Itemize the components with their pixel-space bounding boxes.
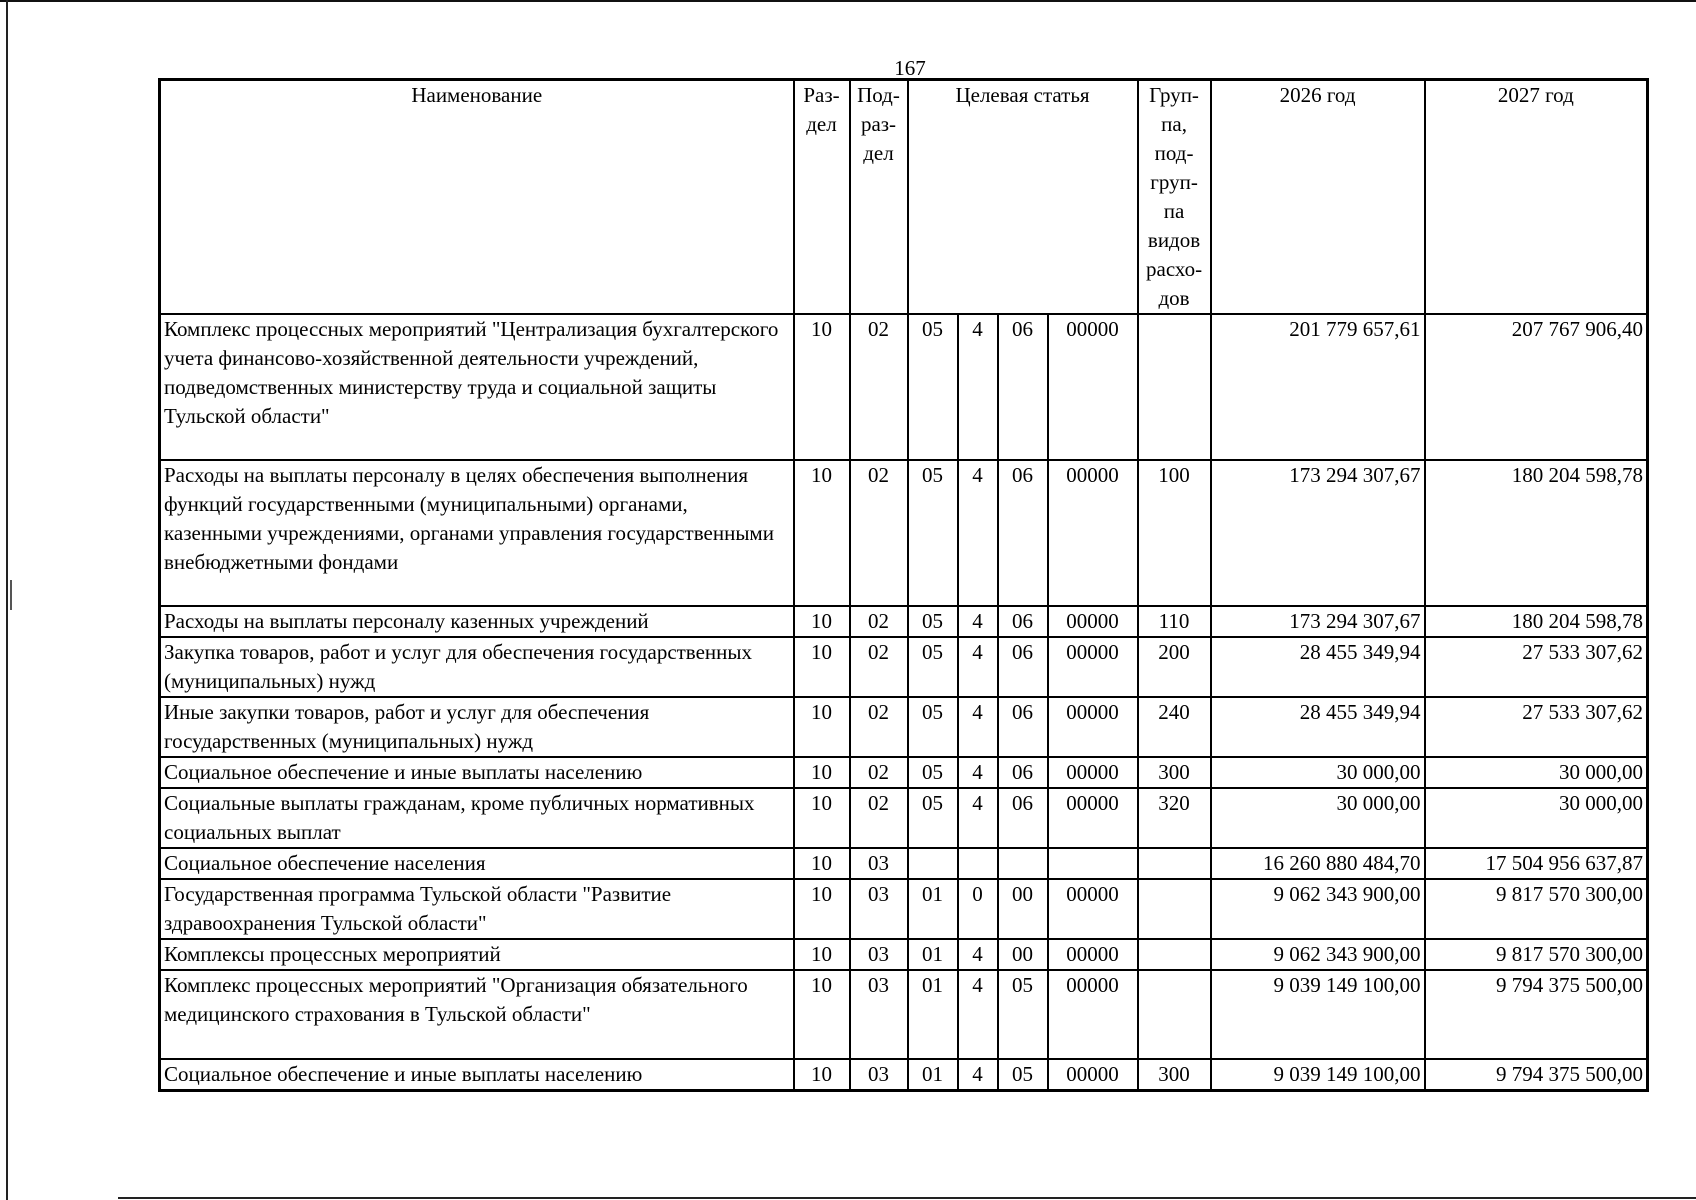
cell-cs-program: 01 bbox=[908, 879, 958, 939]
cell-vid-rashodov: 200 bbox=[1138, 637, 1211, 697]
cell-vid-rashodov: 240 bbox=[1138, 697, 1211, 757]
cell-amount-2027: 180 204 598,78 bbox=[1425, 606, 1648, 637]
cell-vid-rashodov bbox=[1138, 879, 1211, 939]
cell-cs-element: 06 bbox=[998, 606, 1048, 637]
cell-vid-rashodov: 320 bbox=[1138, 788, 1211, 848]
cell-razdel: 10 bbox=[794, 788, 850, 848]
cell-podrazdel: 02 bbox=[850, 314, 908, 460]
cell-razdel: 10 bbox=[794, 697, 850, 757]
cell-amount-2027: 27 533 307,62 bbox=[1425, 697, 1648, 757]
table-row bbox=[160, 757, 1648, 788]
cell-podrazdel: 03 bbox=[850, 879, 908, 939]
cell-razdel: 10 bbox=[794, 1059, 850, 1091]
table-row bbox=[160, 848, 1648, 879]
cell-cs-element: 06 bbox=[998, 697, 1048, 757]
cell-cs-direction: 00000 bbox=[1048, 1059, 1138, 1091]
cell-vid-rashodov: 300 bbox=[1138, 757, 1211, 788]
cell-cs-type: 4 bbox=[958, 939, 998, 970]
scan-mark bbox=[10, 580, 12, 610]
cell-cs-direction: 00000 bbox=[1048, 637, 1138, 697]
cell-amount-2026: 201 779 657,61 bbox=[1211, 314, 1425, 460]
cell-name: Социальные выплаты гражданам, кроме публичных нормативных социальных выплат bbox=[160, 788, 794, 848]
cell-vid-rashodov bbox=[1138, 848, 1211, 879]
cell-cs-type: 4 bbox=[958, 788, 998, 848]
cell-amount-2026: 28 455 349,94 bbox=[1211, 637, 1425, 697]
cell-razdel: 10 bbox=[794, 460, 850, 606]
cell-name: Иные закупки товаров, работ и услуг для обеспечения государственных (муниципальных) нужд bbox=[160, 697, 794, 757]
cell-cs-type bbox=[958, 848, 998, 879]
cell-cs-direction: 00000 bbox=[1048, 788, 1138, 848]
cell-name: Социальное обеспечение населения bbox=[160, 848, 794, 879]
cell-vid-rashodov bbox=[1138, 970, 1211, 1059]
table-row bbox=[160, 939, 1648, 970]
cell-cs-type: 4 bbox=[958, 637, 998, 697]
cell-amount-2027: 30 000,00 bbox=[1425, 788, 1648, 848]
cell-cs-direction: 00000 bbox=[1048, 606, 1138, 637]
scan-border-top bbox=[0, 0, 1696, 2]
table-row bbox=[160, 788, 1648, 848]
cell-cs-program bbox=[908, 848, 958, 879]
cell-podrazdel: 02 bbox=[850, 460, 908, 606]
cell-razdel: 10 bbox=[794, 757, 850, 788]
header-2026: 2026 год bbox=[1211, 80, 1425, 315]
cell-cs-direction: 00000 bbox=[1048, 879, 1138, 939]
cell-amount-2026: 28 455 349,94 bbox=[1211, 697, 1425, 757]
cell-cs-element: 05 bbox=[998, 970, 1048, 1059]
cell-cs-direction: 00000 bbox=[1048, 757, 1138, 788]
cell-amount-2026: 9 062 343 900,00 bbox=[1211, 879, 1425, 939]
cell-cs-program: 05 bbox=[908, 606, 958, 637]
cell-vid-rashodov bbox=[1138, 314, 1211, 460]
scan-border-left bbox=[6, 0, 8, 1200]
cell-cs-program: 01 bbox=[908, 939, 958, 970]
header-row bbox=[160, 80, 1648, 315]
cell-cs-element: 00 bbox=[998, 879, 1048, 939]
table-row bbox=[160, 314, 1648, 460]
budget-table bbox=[158, 78, 1649, 1092]
header-gruppa: Груп- па, под- груп- па видов расхо- дов bbox=[1138, 80, 1211, 315]
cell-podrazdel: 02 bbox=[850, 606, 908, 637]
cell-cs-element: 06 bbox=[998, 637, 1048, 697]
cell-podrazdel: 03 bbox=[850, 939, 908, 970]
cell-cs-program: 05 bbox=[908, 788, 958, 848]
cell-podrazdel: 03 bbox=[850, 848, 908, 879]
header-2027: 2027 год bbox=[1425, 80, 1648, 315]
cell-cs-type: 0 bbox=[958, 879, 998, 939]
cell-razdel: 10 bbox=[794, 606, 850, 637]
header-name: Наименование bbox=[160, 80, 794, 315]
cell-podrazdel: 03 bbox=[850, 1059, 908, 1091]
cell-razdel: 10 bbox=[794, 970, 850, 1059]
cell-amount-2027: 9 817 570 300,00 bbox=[1425, 879, 1648, 939]
cell-cs-program: 05 bbox=[908, 697, 958, 757]
header-podrazdel: Под- раз- дел bbox=[850, 80, 908, 315]
cell-vid-rashodov bbox=[1138, 939, 1211, 970]
cell-cs-element: 06 bbox=[998, 788, 1048, 848]
cell-cs-direction: 00000 bbox=[1048, 314, 1138, 460]
cell-cs-element: 06 bbox=[998, 757, 1048, 788]
cell-amount-2026: 9 039 149 100,00 bbox=[1211, 970, 1425, 1059]
cell-cs-element: 06 bbox=[998, 314, 1048, 460]
cell-name: Комплексы процессных мероприятий bbox=[160, 939, 794, 970]
cell-name: Комплекс процессных мероприятий "Организация обязательного медицинского страхования в Тульской области" bbox=[160, 970, 794, 1059]
cell-vid-rashodov: 110 bbox=[1138, 606, 1211, 637]
cell-cs-element bbox=[998, 848, 1048, 879]
cell-name: Комплекс процессных мероприятий "Централизация бухгалтерского учета финансово-хозяйственной деятельности учреждений, подведомственных министерству труда и социальной защиты Тульской области" bbox=[160, 314, 794, 460]
cell-cs-program: 05 bbox=[908, 637, 958, 697]
cell-razdel: 10 bbox=[794, 314, 850, 460]
cell-razdel: 10 bbox=[794, 879, 850, 939]
cell-amount-2027: 207 767 906,40 bbox=[1425, 314, 1648, 460]
cell-cs-type: 4 bbox=[958, 1059, 998, 1091]
cell-name: Государственная программа Тульской области "Развитие здравоохранения Тульской области" bbox=[160, 879, 794, 939]
cell-cs-type: 4 bbox=[958, 460, 998, 606]
cell-cs-direction: 00000 bbox=[1048, 939, 1138, 970]
cell-amount-2026: 30 000,00 bbox=[1211, 788, 1425, 848]
header-razdel: Раз- дел bbox=[794, 80, 850, 315]
table-row bbox=[160, 637, 1648, 697]
cell-amount-2026: 16 260 880 484,70 bbox=[1211, 848, 1425, 879]
cell-amount-2027: 180 204 598,78 bbox=[1425, 460, 1648, 606]
table-row bbox=[160, 1059, 1648, 1091]
cell-podrazdel: 03 bbox=[850, 970, 908, 1059]
cell-podrazdel: 02 bbox=[850, 788, 908, 848]
cell-cs-direction: 00000 bbox=[1048, 460, 1138, 606]
cell-amount-2027: 9 817 570 300,00 bbox=[1425, 939, 1648, 970]
cell-cs-element: 06 bbox=[998, 460, 1048, 606]
cell-vid-rashodov: 100 bbox=[1138, 460, 1211, 606]
cell-cs-type: 4 bbox=[958, 606, 998, 637]
cell-razdel: 10 bbox=[794, 637, 850, 697]
cell-amount-2027: 9 794 375 500,00 bbox=[1425, 970, 1648, 1059]
cell-cs-direction: 00000 bbox=[1048, 970, 1138, 1059]
cell-cs-type: 4 bbox=[958, 970, 998, 1059]
cell-amount-2027: 9 794 375 500,00 bbox=[1425, 1059, 1648, 1091]
cell-amount-2026: 9 062 343 900,00 bbox=[1211, 939, 1425, 970]
cell-cs-type: 4 bbox=[958, 314, 998, 460]
table-row bbox=[160, 970, 1648, 1059]
cell-amount-2026: 9 039 149 100,00 bbox=[1211, 1059, 1425, 1091]
cell-podrazdel: 02 bbox=[850, 697, 908, 757]
cell-cs-type: 4 bbox=[958, 757, 998, 788]
table-row bbox=[160, 697, 1648, 757]
cell-cs-program: 05 bbox=[908, 460, 958, 606]
cell-cs-element: 00 bbox=[998, 939, 1048, 970]
cell-vid-rashodov: 300 bbox=[1138, 1059, 1211, 1091]
table-body bbox=[160, 314, 1648, 1091]
cell-name: Социальное обеспечение и иные выплаты населению bbox=[160, 757, 794, 788]
table-row bbox=[160, 606, 1648, 637]
cell-name: Расходы на выплаты персоналу в целях обеспечения выполнения функций государственными (муниципальными) органами, казенными учреждениями, органами управления государственными внебюджетными фондами bbox=[160, 460, 794, 606]
cell-cs-element: 05 bbox=[998, 1059, 1048, 1091]
cell-razdel: 10 bbox=[794, 848, 850, 879]
cell-podrazdel: 02 bbox=[850, 757, 908, 788]
scan-border-bottom bbox=[118, 1197, 1696, 1199]
cell-name: Расходы на выплаты персоналу казенных учреждений bbox=[160, 606, 794, 637]
cell-cs-program: 05 bbox=[908, 757, 958, 788]
cell-cs-direction: 00000 bbox=[1048, 697, 1138, 757]
cell-razdel: 10 bbox=[794, 939, 850, 970]
cell-amount-2027: 17 504 956 637,87 bbox=[1425, 848, 1648, 879]
cell-cs-program: 05 bbox=[908, 314, 958, 460]
table-row bbox=[160, 879, 1648, 939]
cell-cs-program: 01 bbox=[908, 970, 958, 1059]
table-row bbox=[160, 460, 1648, 606]
cell-amount-2026: 173 294 307,67 bbox=[1211, 460, 1425, 606]
cell-cs-type: 4 bbox=[958, 697, 998, 757]
cell-name: Закупка товаров, работ и услуг для обеспечения государственных (муниципальных) нужд bbox=[160, 637, 794, 697]
page-number: 167 bbox=[894, 56, 926, 80]
cell-amount-2027: 30 000,00 bbox=[1425, 757, 1648, 788]
cell-amount-2026: 30 000,00 bbox=[1211, 757, 1425, 788]
header-celevaya-statya: Целевая статья bbox=[908, 80, 1138, 315]
cell-amount-2026: 173 294 307,67 bbox=[1211, 606, 1425, 637]
cell-amount-2027: 27 533 307,62 bbox=[1425, 637, 1648, 697]
cell-podrazdel: 02 bbox=[850, 637, 908, 697]
cell-cs-program: 01 bbox=[908, 1059, 958, 1091]
cell-cs-direction bbox=[1048, 848, 1138, 879]
cell-name: Социальное обеспечение и иные выплаты населению bbox=[160, 1059, 794, 1091]
